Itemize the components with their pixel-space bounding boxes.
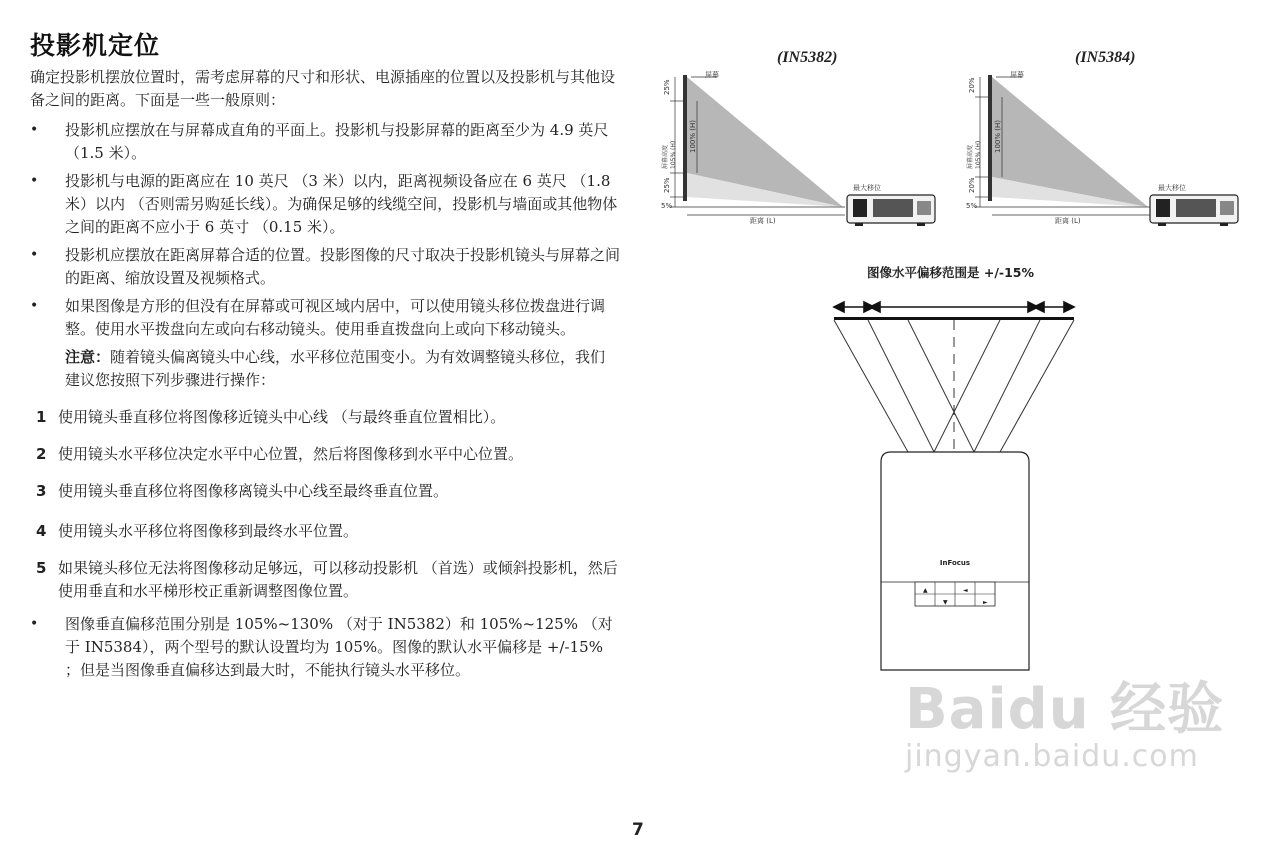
distance-label: 距离 (L) [750,217,776,225]
step-text: 使用镜头垂直移位将图像移离镜头中心线至最终垂直位置。 [58,482,449,500]
svg-text:▲: ▲ [923,587,928,594]
bullet-dot-icon: • [30,173,39,189]
bullet-item [30,170,620,239]
baidu-watermark [905,665,1224,774]
bottom-percent: 5% [661,202,673,210]
screen-height-label: 屏幕高度 [662,144,669,169]
note-label: 注意： [65,348,111,366]
step-text: 如果镜头移位无法将图像移动足够远，可以移动投影机 （首选）或倾斜投影机，然后使用垂直和水平梯形校正重新调整图像位置。 [58,559,618,600]
instructions-column [30,66,620,687]
brand-logo: InFocus [939,559,971,567]
distance-label: 距离 (L) [1055,217,1081,225]
bullet-dot-icon: • [30,122,39,138]
bullet-text: 图像垂直偏移范围分别是 105%~130% （对于 IN5382）和 105%~125% （对于 IN5384），两个型号的默认设置均为 105%。图像的默认水平偏移是 +/-15% ；但是当图像垂直偏移达到最大时，不能执行镜头水平移位。 [65,615,613,679]
screen-bar [683,75,687,201]
bullet-text: 投影机应摆放在距离屏幕合适的位置。投影图像的尺寸取决于投影机镜头与屏幕之间的距离、缩放设置及视频格式。 [65,246,621,287]
model-label-in5382: (IN5382) [777,49,838,66]
projector-side-icon [1150,195,1238,226]
bullet-item [30,119,620,165]
watermark-main: Baidu 经验 [905,677,1225,742]
step-text: 使用镜头垂直移位将图像移近镜头中心线 （与最终垂直位置相比）。 [58,408,506,426]
note-paragraph [65,346,620,392]
step-number: 5 [36,559,47,577]
bullet-text: 投影机与电源的距离应在 10 英尺 （3 米）以内，距离视频设备应在 6 英尺 （1.8 米）以内 （否则需另购延长线）。为确保足够的线缆空间，投影机与墙面或其他物体之间的距离不应小于 6 英寸 （0.15 米）。 [65,172,618,236]
svg-text:◄: ◄ [963,587,968,594]
bullet-item [30,295,620,341]
bullet-dot-icon: • [30,616,39,632]
screen-label: 屏幕 [705,71,719,79]
screen-bar [988,75,992,201]
lower-percent: 25% [663,177,671,193]
offset-diagram-in5384 [960,65,1260,235]
step-number: 4 [36,522,47,540]
intro-paragraph: 确定投影机摆放位置时，需考虑屏幕的尺寸和形状、电源插座的位置以及投影机与其他设备之间的距离。下面是一些一般原则： [30,68,616,109]
top-percent: 20% [968,77,976,93]
offset-diagram-in5382 [655,65,955,235]
screen-label: 屏幕 [1010,71,1024,79]
top-percent: 25% [663,79,671,95]
note-text: 随着镜头偏离镜头中心线，水平移位范围变小。为有效调整镜头移位，我们建议您按照下列步骤进行操作： [65,348,606,389]
page-title: 投影机定位 [30,31,161,60]
step-item [30,557,620,603]
projector-top-icon [881,452,1029,670]
watermark-url: jingyan.baidu.com [905,739,1199,774]
bullet-dot-icon: • [30,298,39,314]
step-text: 使用镜头水平移位决定水平中心位置，然后将图像移到水平中心位置。 [58,445,524,463]
bullet-text: 投影机应摆放在与屏幕成直角的平面上。投影机与投影屏幕的距离至少为 4.9 英尺 （1.5 米）。 [65,121,609,162]
step-item [30,443,620,466]
horizontal-shift-diagram [820,290,1090,675]
step-item [30,520,620,543]
offset-percent: 105% (H) [670,140,677,169]
step-number: 1 [36,408,47,426]
step-item [30,406,620,429]
projector-side-icon [847,195,935,226]
image-height-percent: 100% (H) [994,120,1002,153]
svg-text:►: ► [983,599,988,606]
max-shift-label: 最大移位 [1158,184,1186,192]
offset-percent: 105% (H) [975,140,982,169]
bullet-item [30,613,620,682]
model-label-in5384: (IN5384) [1075,49,1136,66]
horizontal-range-title: 图像水平偏移范围是 +/-15% [867,265,1034,280]
step-number: 2 [36,445,47,463]
page-number: 7 [632,820,644,840]
step-text: 使用镜头水平移位将图像移到最终水平位置。 [58,522,359,540]
bullet-item [30,244,620,290]
step-item [30,480,620,503]
screen-line [834,317,1074,320]
max-shift-label: 最大移位 [853,184,881,192]
screen-height-label: 屏幕高度 [967,144,974,169]
image-height-percent: 100% (H) [689,120,697,153]
bottom-percent: 5% [966,202,978,210]
svg-text:▼: ▼ [943,599,948,606]
bullet-text: 如果图像是方形的但没有在屏幕或可视区域内居中，可以使用镜头移位拨盘进行调整。使用水平拨盘向左或向右移动镜头。使用垂直拨盘向上或向下移动镜头。 [65,297,606,338]
step-number: 3 [36,482,47,500]
shift-arrows [834,302,1074,312]
bullet-dot-icon: • [30,247,39,263]
lower-percent: 20% [968,177,976,193]
